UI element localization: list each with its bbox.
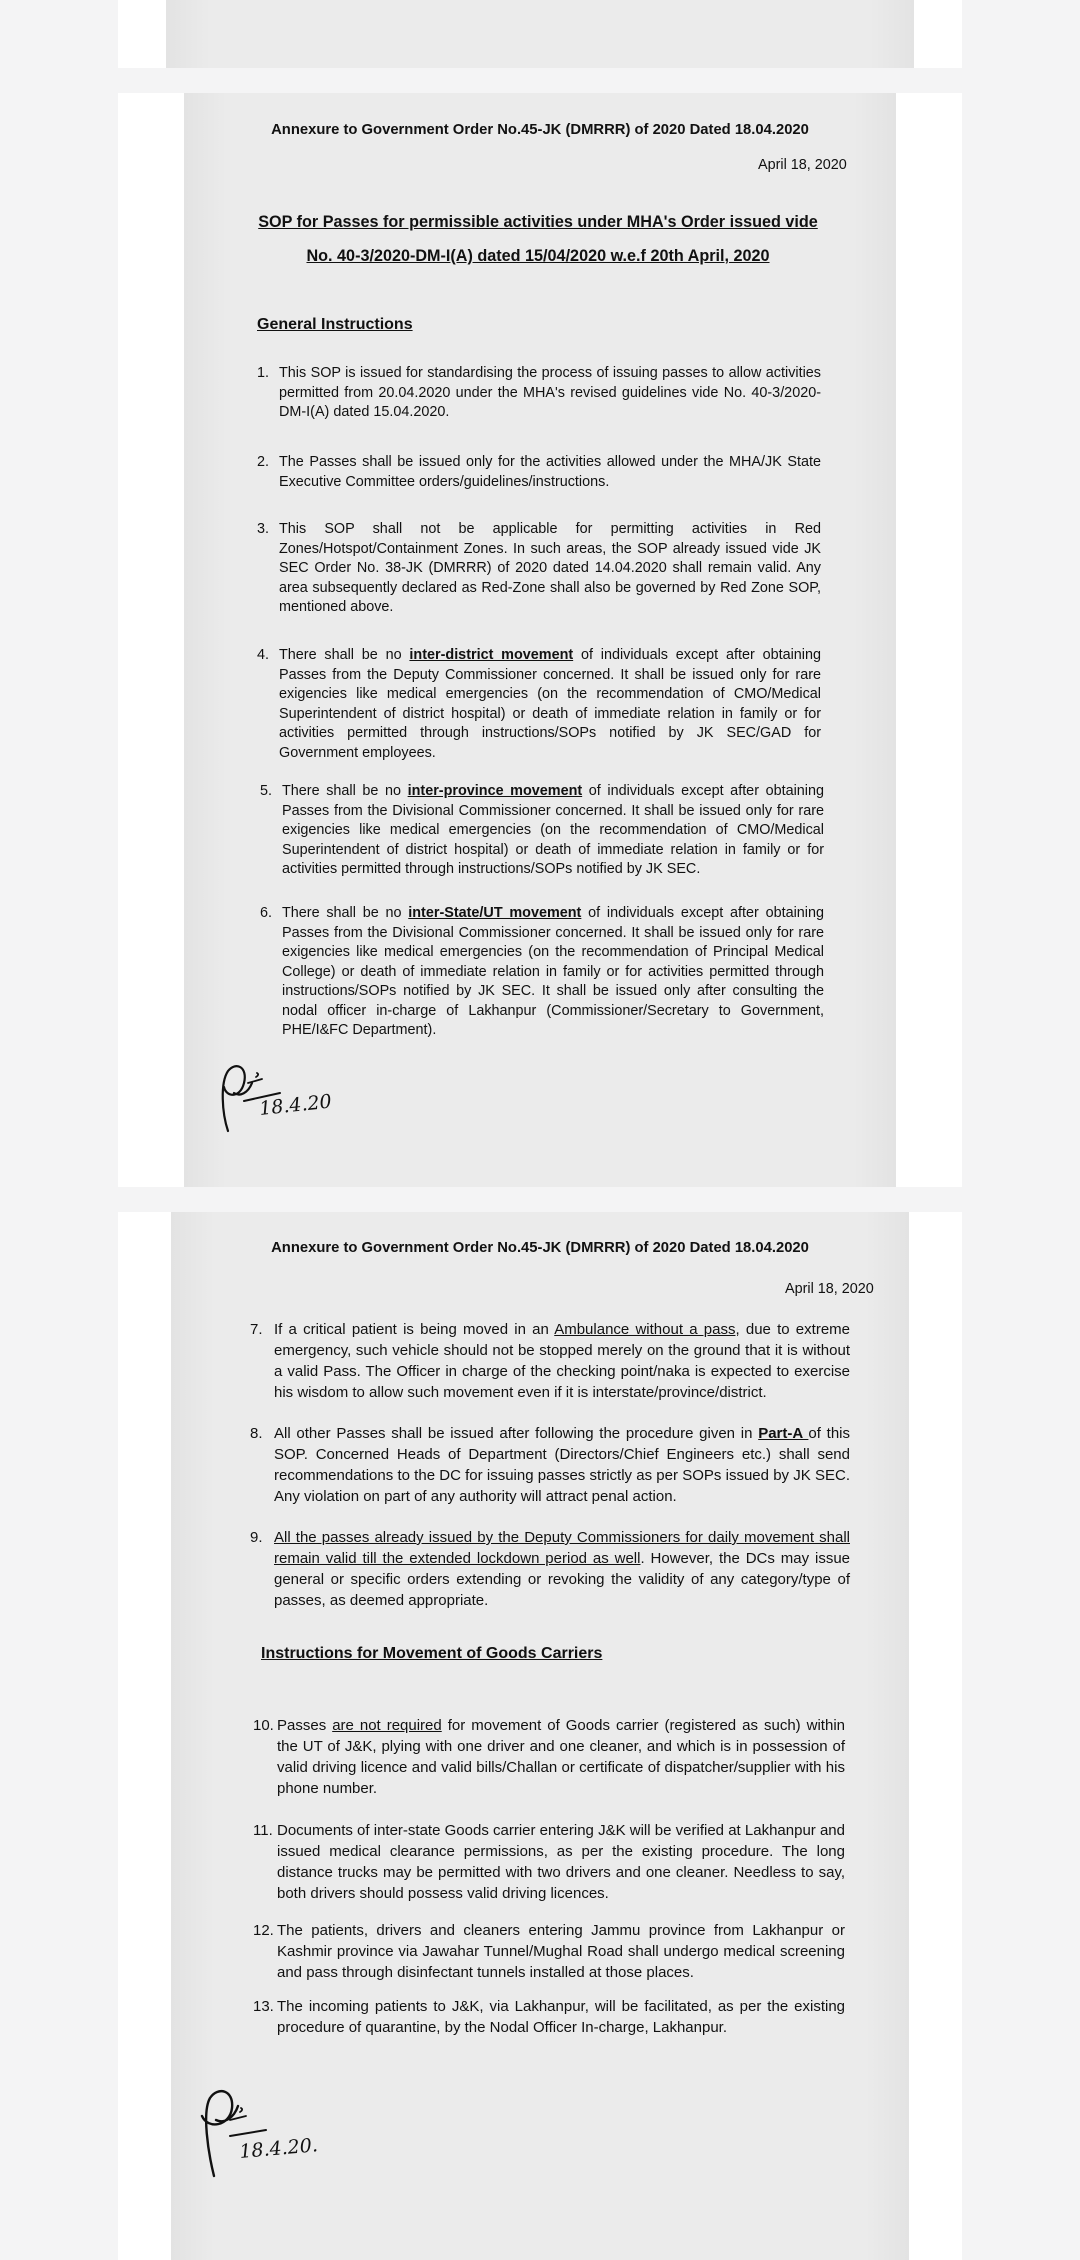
svg-text:18.4.20.: 18.4.20. xyxy=(238,2134,319,2163)
item-text: This SOP is issued for standardising the process of issuing passes to allow activities permitted from 20.04.2020 under the MHA's revised guidelines vide No. 40-3/2020-DM-I(A) dated 15.04.2020. xyxy=(279,365,821,420)
item-number: 10. xyxy=(253,1717,274,1734)
item-text: There shall be no inter-State/UT movement of individuals except after obtaining Passes from the Divisional Commissioner concerned. It shall be issued only for rare exigencies like medical emergencies (on the recommendation of Principal Medical College) or death of immediate relation in family or for activities permitted through instructions/SOPs notified by JK SEC. It shall be issued only after consulting the nodal officer in-charge of Lakhanpur (Commissioner/Secretary to Government, PHE/I&FC Department). xyxy=(282,905,824,1038)
item-number: 11. xyxy=(253,1822,273,1839)
item-text: Documents of inter-state Goods carrier entering J&K will be verified at Lakhanpur and issued medical clearance permissions, as per the existing procedure. The long distance trucks may be permitted with two drivers and one cleaner. Needless to say, both drivers should possess valid driving licences. xyxy=(277,1822,845,1902)
item-number: 13. xyxy=(253,1998,274,2015)
item-text: There shall be no inter-district movement of individuals except after obtaining Passes from the Deputy Commissioner concerned. It shall be issued only for rare exigencies like medical emergencies (on the recommendation of CMO/Medical Superintendent of district hospital) or death of immediate relation in family or for activities permitted through instructions/SOPs notified by JK SEC/GAD for Government employees. xyxy=(279,647,821,761)
item-number: 6. xyxy=(260,905,273,921)
document-date: April 18, 2020 xyxy=(758,157,847,173)
page-2 xyxy=(118,1212,962,2260)
document-date: April 18, 2020 xyxy=(785,1281,874,1297)
list-item xyxy=(250,1527,850,1611)
page-fragment-previous xyxy=(118,0,962,68)
svg-text:18.4.20: 18.4.20 xyxy=(258,1090,333,1120)
document-title-line-2: No. 40-3/2020-DM-I(A) dated 15/04/2020 w.e.f 20th April, 2020 xyxy=(306,247,770,265)
item-text: The incoming patients to J&K, via Lakhanpur, will be facilitated, as per the existing procedure of quarantine, by the Nodal Officer In-charge, Lakhanpur. xyxy=(277,1998,845,2036)
item-number: 2. xyxy=(257,454,270,470)
list-item xyxy=(257,364,821,423)
list-item xyxy=(253,1920,845,1983)
list-item xyxy=(250,1319,850,1403)
list-item xyxy=(253,1715,845,1799)
handwritten-signature xyxy=(180,2072,340,2192)
list-item xyxy=(257,520,821,618)
item-number: 5. xyxy=(260,783,273,799)
list-item xyxy=(253,1820,845,1904)
list-item xyxy=(250,1423,850,1507)
list-item xyxy=(260,782,824,880)
list-item xyxy=(257,646,821,763)
list-item xyxy=(253,1996,845,2038)
item-number: 9. xyxy=(250,1529,263,1546)
handwritten-signature xyxy=(200,1053,340,1153)
item-text: All the passes already issued by the Deputy Commissioners for daily movement shall remain valid till the extended lockdown period as well. However, the DCs may issue general or specific orders extending or revoking the validity of any category/type of passes, as deemed appropriate. xyxy=(274,1529,850,1609)
annexure-header: Annexure to Government Order No.45-JK (DMRRR) of 2020 Dated 18.04.2020 xyxy=(271,122,809,138)
list-item xyxy=(260,904,824,1041)
item-text: If a critical patient is being moved in an Ambulance without a pass, due to extreme emergency, such vehicle should not be stopped merely on the ground that it is without a valid Pass. The Officer in charge of the checking point/naka is expected to exercise his wisdom to allow such movement even if it is interstate/province/district. xyxy=(274,1321,850,1401)
item-text: The patients, drivers and cleaners entering Jammu province from Lakhanpur or Kashmir province via Jawahar Tunnel/Mughal Road shall undergo medical screening and pass through disinfectant tunnels installed at those places. xyxy=(277,1922,845,1981)
item-text: The Passes shall be issued only for the activities allowed under the MHA/JK State Executive Committee orders/guidelines/instructions. xyxy=(279,454,821,490)
section-heading-general: General Instructions xyxy=(257,316,413,333)
item-number: 1. xyxy=(257,365,270,381)
item-number: 8. xyxy=(250,1425,263,1442)
list-item xyxy=(257,453,821,492)
scanned-sheet xyxy=(166,0,914,68)
document-title-line-1: SOP for Passes for permissible activities under MHA's Order issued vide xyxy=(258,213,818,231)
item-number: 3. xyxy=(257,521,270,537)
item-text: All other Passes shall be issued after following the procedure given in Part-A of this SOP. Concerned Heads of Department (Directors/Chief Engineers etc.) shall send recommendations to the DC for issuing passes strictly as per SOPs issued by JK SEC. Any violation on part of any authority will attract penal action. xyxy=(274,1425,851,1505)
item-text: There shall be no inter-province movement of individuals except after obtaining Passes from the Divisional Commissioner concerned. It shall be issued only for rare exigencies like medical emergencies (on the recommendation of CMO/Medical Superintendent of district hospital) or death of immediate relation in family or for activities permitted through instructions/SOPs notified by JK SEC. xyxy=(282,783,824,877)
item-text: This SOP shall not be applicable for permitting activities in Red Zones/Hotspot/Containment Zones. In such areas, the SOP already issued vide JK SEC Order No. 38-JK (DMRRR) of 2020 dated 14.04.2020 shall remain valid. Any area subsequently declared as Red-Zone shall also be governed by Red Zone SOP, mentioned above. xyxy=(279,521,821,615)
item-number: 4. xyxy=(257,647,270,663)
annexure-header: Annexure to Government Order No.45-JK (DMRRR) of 2020 Dated 18.04.2020 xyxy=(271,1240,809,1256)
section-heading-goods: Instructions for Movement of Goods Carriers xyxy=(261,1645,603,1662)
page-1 xyxy=(118,93,962,1187)
item-text: Passes are not required for movement of Goods carrier (registered as such) within the UT of J&K, plying with one driver and one cleaner, and which is in possession of valid driving licence and valid bills/Challan or certificate of dispatcher/supplier with his phone number. xyxy=(277,1717,845,1797)
item-number: 12. xyxy=(253,1922,274,1939)
item-number: 7. xyxy=(250,1321,263,1338)
